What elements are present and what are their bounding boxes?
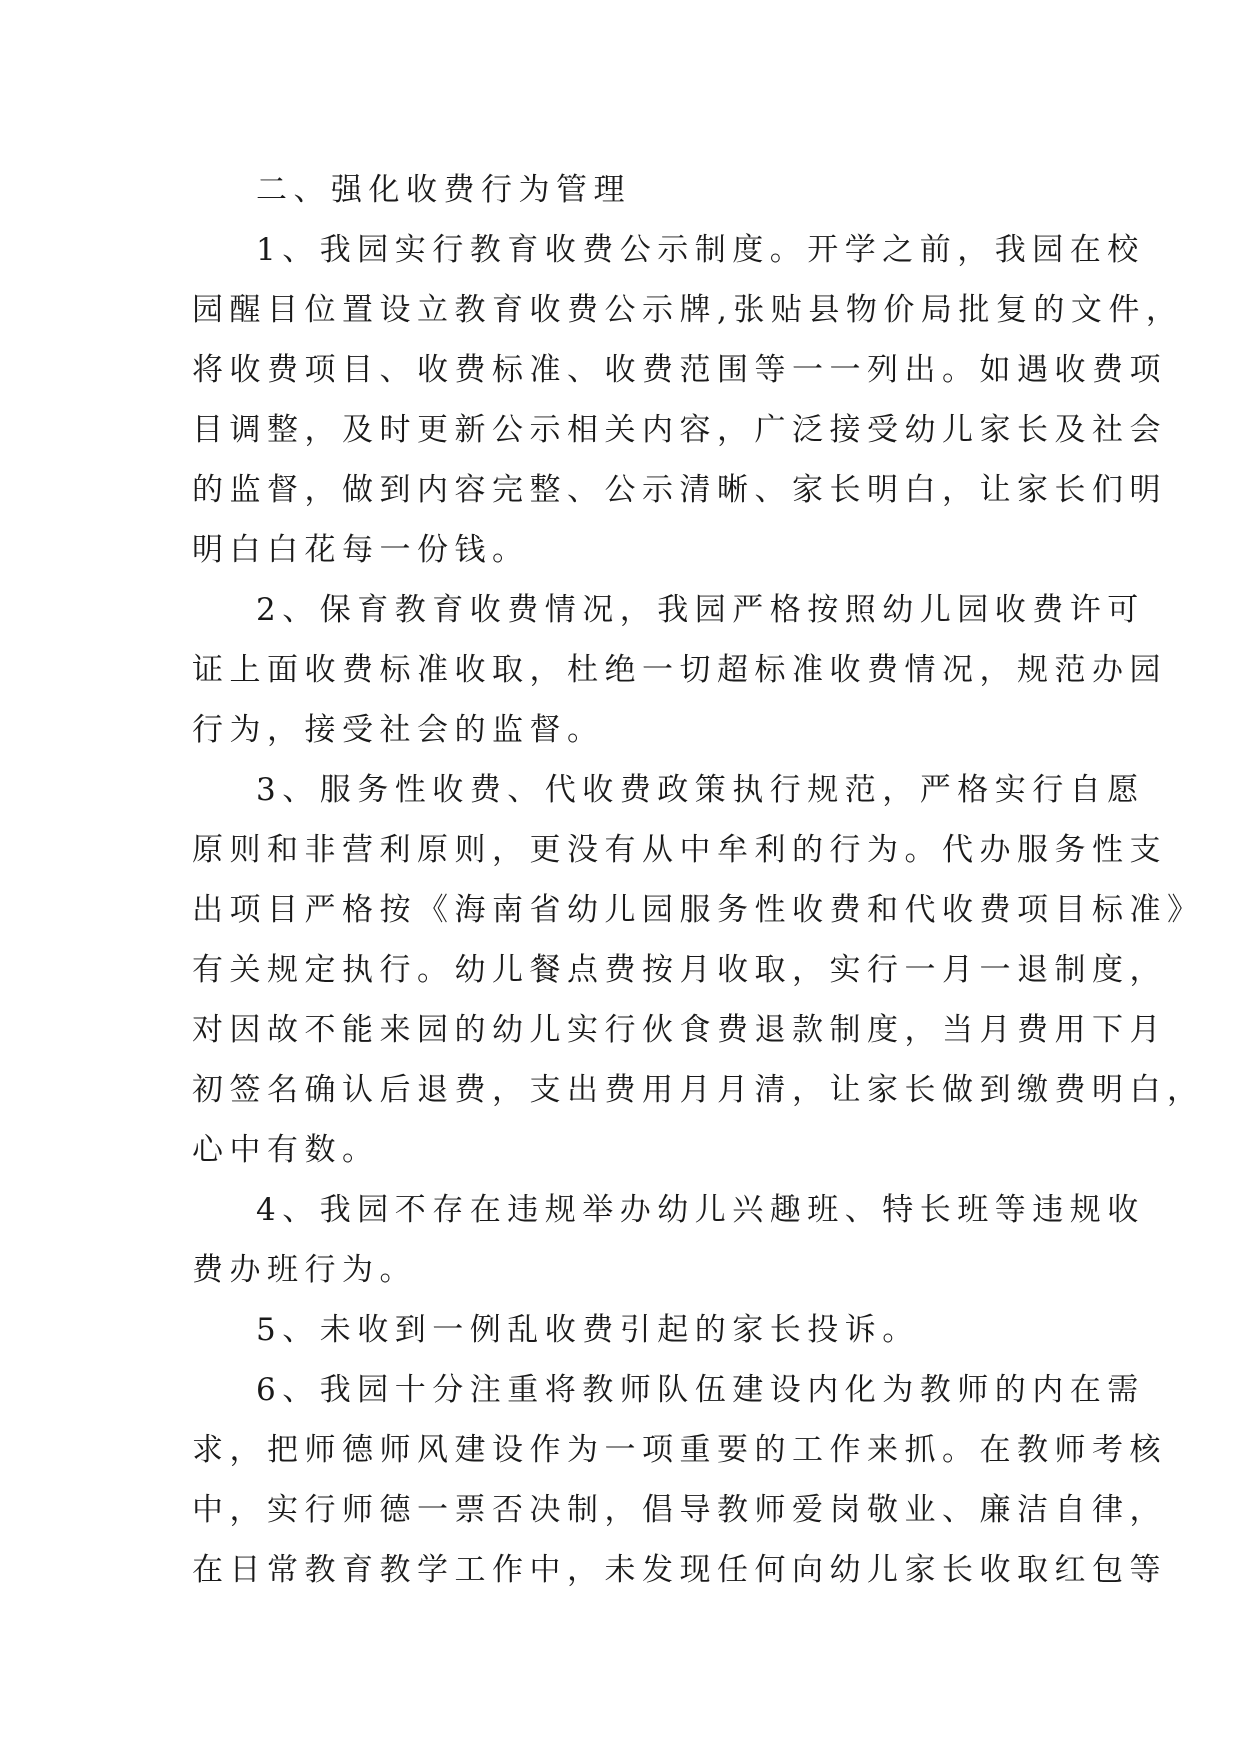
paragraph-6-line-2: 求，把师德师风建设作为一项重要的工作来抓。在教师考核 (192, 1432, 1167, 1468)
paragraph-3-line-6: 初签名确认后退费，支出费用月月清，让家长做到缴费明白， (192, 1072, 1205, 1108)
paragraph-1-line-5: 的监督，做到内容完整、公示清晰、家长明白，让家长们明 (192, 472, 1167, 508)
paragraph-6-line-1: 6、我园十分注重将教师队伍建设内化为教师的内在需 (256, 1372, 1145, 1408)
document-body (192, 160, 1205, 1600)
paragraph-3-line-4: 有关规定执行。幼儿餐点费按月收取，实行一月一退制度， (192, 952, 1167, 988)
paragraph-1-line-1: 1、我园实行教育收费公示制度。开学之前，我园在校 (256, 232, 1145, 268)
paragraph-5-line-1: 5、未收到一例乱收费引起的家长投诉。 (256, 1312, 920, 1348)
paragraph-1-line-3: 将收费项目、收费标准、收费范围等一一列出。如遇收费项 (192, 352, 1167, 388)
paragraph-2-line-2: 证上面收费标准收取，杜绝一切超标准收费情况，规范办园 (192, 652, 1167, 688)
paragraph-3-line-7: 心中有数。 (192, 1132, 380, 1168)
paragraph-1-line-2: 园醒目位置设立教育收费公示牌,张贴县物价局批复的文件， (192, 292, 1184, 328)
paragraph-1-line-6: 明白白花每一份钱。 (192, 532, 530, 568)
section-heading: 二、强化收费行为管理 (256, 172, 631, 208)
paragraph-1-line-4: 目调整，及时更新公示相关内容，广泛接受幼儿家长及社会 (192, 412, 1167, 448)
paragraph-3-line-5: 对因故不能来园的幼儿实行伙食费退款制度，当月费用下月 (192, 1012, 1167, 1048)
paragraph-6-line-4: 在日常教育教学工作中，未发现任何向幼儿家长收取红包等 (192, 1552, 1167, 1588)
paragraph-4-line-2: 费办班行为。 (192, 1252, 417, 1288)
paragraph-3-line-2: 原则和非营利原则，更没有从中牟利的行为。代办服务性支 (192, 832, 1167, 868)
paragraph-4-line-1: 4、我园不存在违规举办幼儿兴趣班、特长班等违规收 (256, 1192, 1145, 1228)
paragraph-2-line-3: 行为，接受社会的监督。 (192, 712, 605, 748)
paragraph-2-line-1: 2、保育教育收费情况，我园严格按照幼儿园收费许可 (256, 592, 1145, 628)
paragraph-3-line-3: 出项目严格按《海南省幼儿园服务性收费和代收费项目标准》 (192, 892, 1205, 928)
paragraph-3-line-1: 3、服务性收费、代收费政策执行规范，严格实行自愿 (256, 772, 1145, 808)
paragraph-6-line-3: 中，实行师德一票否决制，倡导教师爱岗敬业、廉洁自律， (192, 1492, 1167, 1528)
